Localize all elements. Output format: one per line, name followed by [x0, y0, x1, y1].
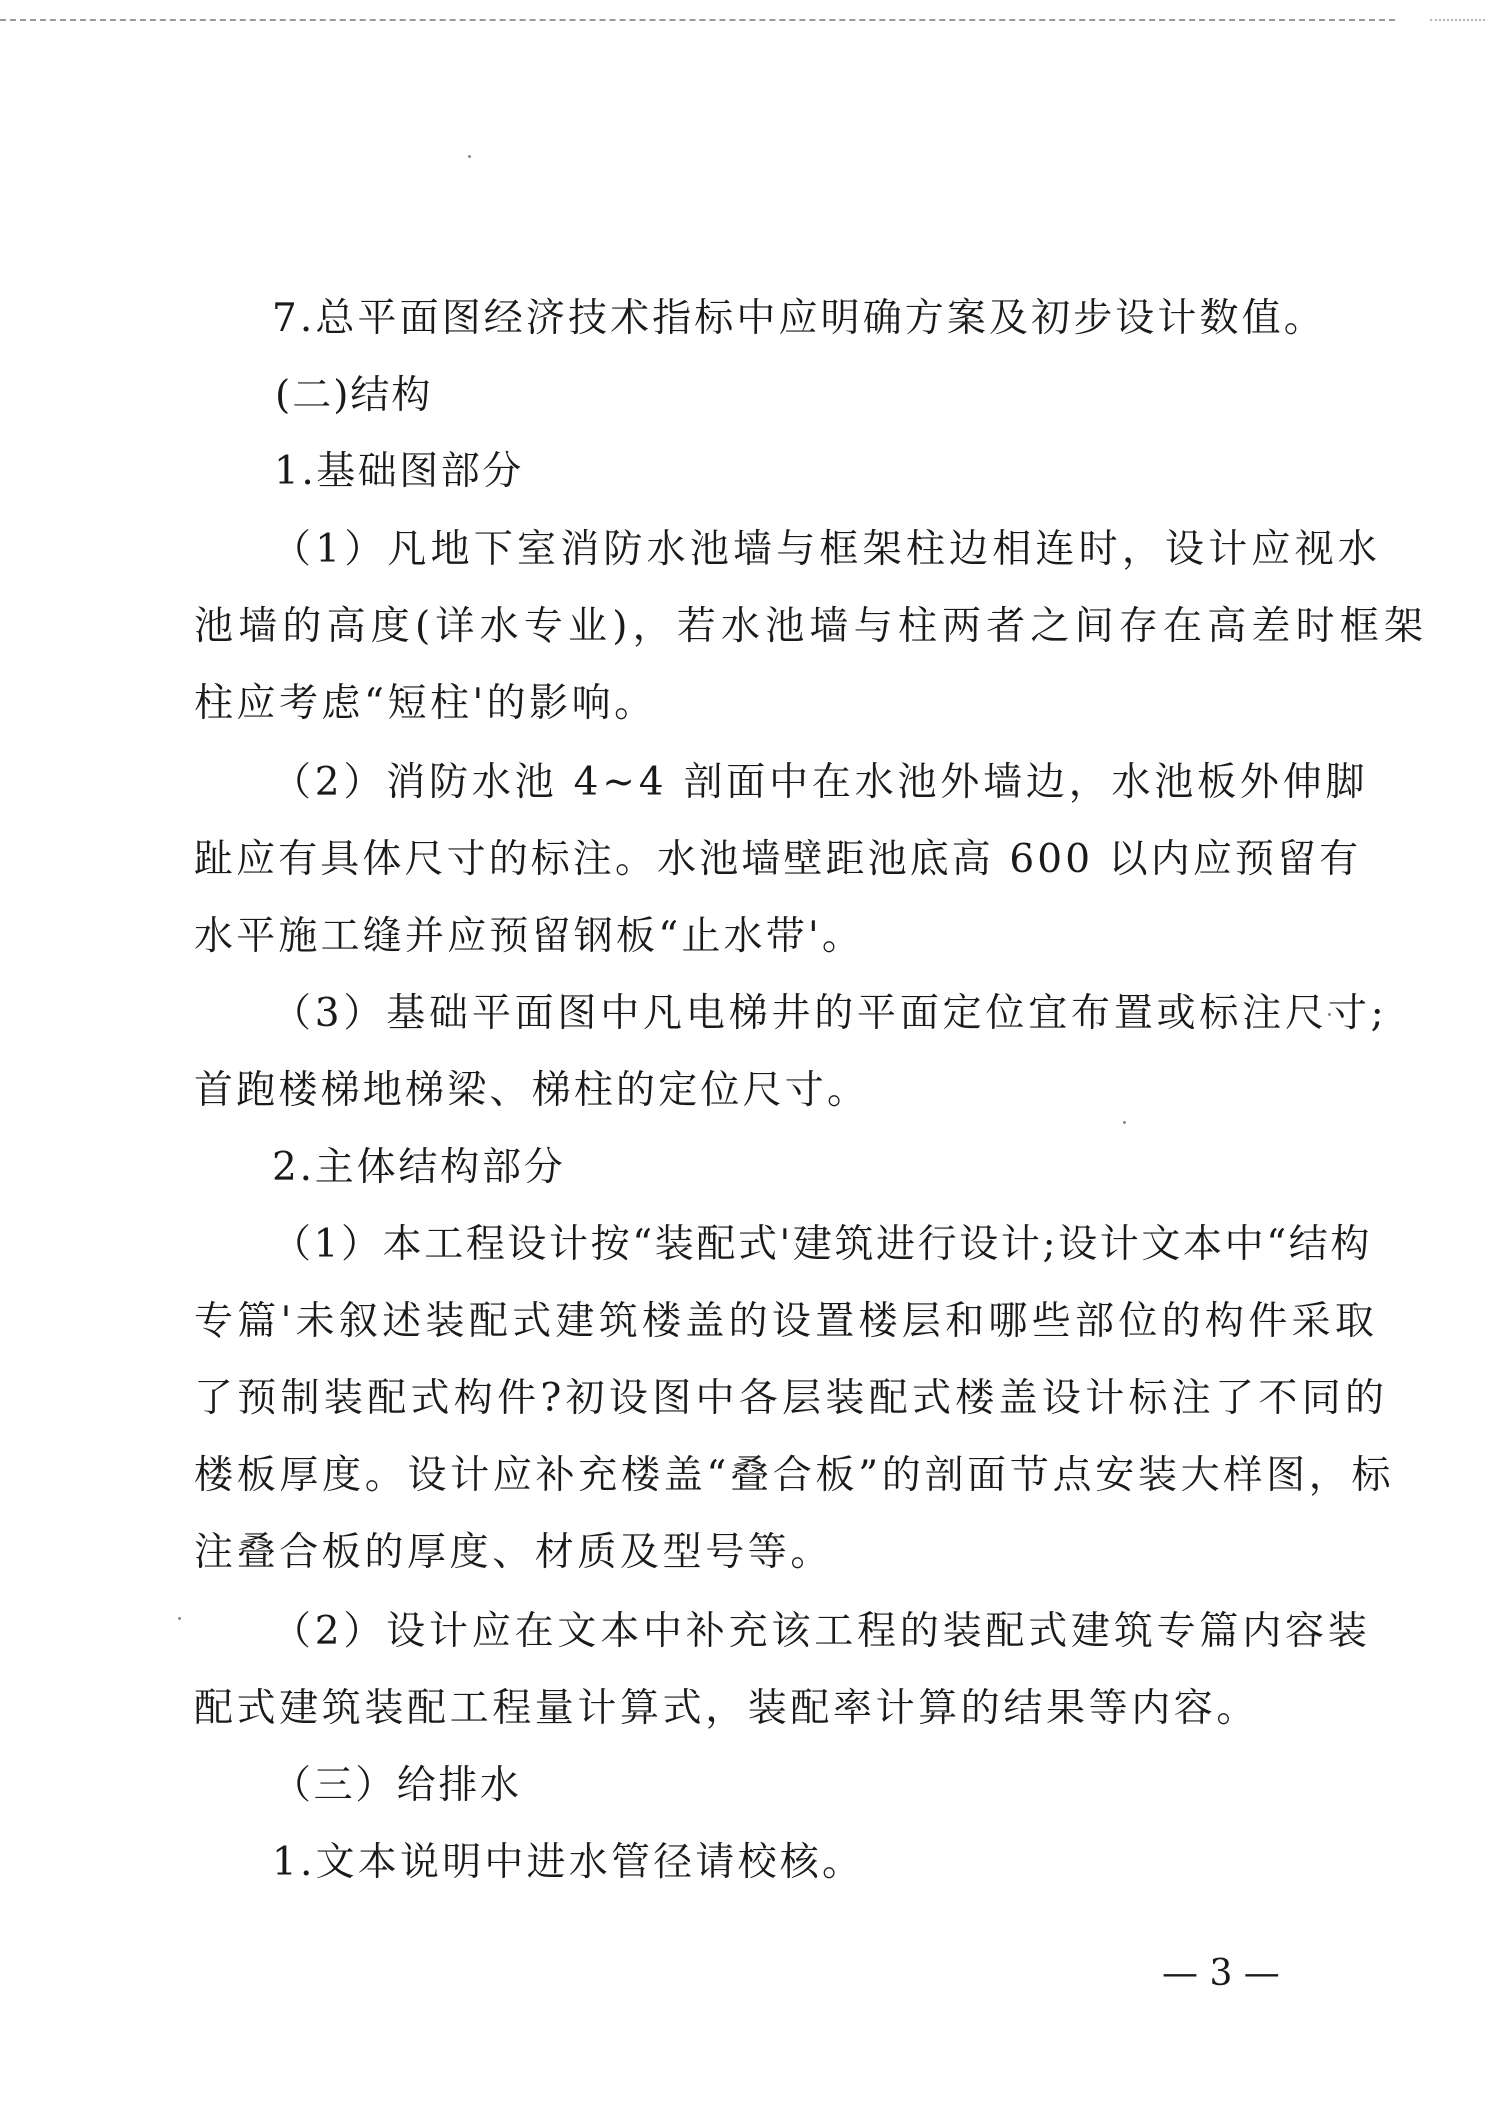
subsection-heading-main-structure: 2.主体结构部分: [272, 1145, 566, 1190]
paragraph-line: 专篇'未叙述装配式建筑楼盖的设置楼层和哪些部位的构件采取: [194, 1299, 1379, 1344]
paragraph-line: 注叠合板的厚度、材质及型号等。: [194, 1530, 834, 1575]
scan-speck: [1123, 1121, 1126, 1124]
paragraph-line: （2）消防水池 4~4 剖面中在水池外墙边，水池板外伸脚: [272, 760, 1369, 805]
paragraph-line: 首跑楼梯地梯梁、梯柱的定位尺寸。: [194, 1068, 870, 1113]
section-heading-water-supply: （三）给排水: [272, 1763, 522, 1808]
text-line-item-7: 7.总平面图经济技术指标中应明确方案及初步设计数值。: [272, 296, 1326, 341]
paragraph-line: 了预制装配式构件?初设图中各层装配式楼盖设计标注了不同的: [194, 1376, 1389, 1421]
page-number: — 3 —: [1162, 1953, 1280, 1994]
scan-top-rule: [0, 19, 1395, 21]
section-heading-structure: (二)结构: [275, 373, 433, 418]
subsection-heading-foundation: 1.基础图部分: [274, 449, 524, 494]
paragraph-line: （3）基础平面图中凡电梯井的平面定位宜布置或标注尺寸;: [272, 991, 1388, 1036]
scan-top-rule-right: [1430, 19, 1485, 21]
paragraph-line: 水平施工缝并应预留钢板“止水带'。: [194, 914, 865, 959]
paragraph-line: 楼板厚度。设计应补充楼盖“叠合板”的剖面节点安装大样图，标: [194, 1453, 1395, 1498]
paragraph-line: 配式建筑装配工程量计算式，装配率计算的结果等内容。: [194, 1686, 1260, 1731]
paragraph-line: 1.文本说明中进水管径请校核。: [272, 1840, 865, 1885]
scan-speck: [468, 155, 471, 158]
paragraph-line: （1）本工程设计按“装配式'建筑进行设计;设计文本中“结构: [272, 1222, 1372, 1267]
paragraph-line: 趾应有具体尺寸的标注。水池墙壁距池底高 600 以内应预留有: [194, 837, 1362, 882]
scan-speck: [178, 1617, 181, 1620]
paragraph-line: （2）设计应在文本中补充该工程的装配式建筑专篇内容装: [272, 1609, 1371, 1654]
paragraph-line: （1）凡地下室消防水池墙与框架柱边相连时，设计应视水: [272, 527, 1382, 572]
paragraph-line: 池墙的高度(详水专业)，若水池墙与柱两者之间存在高差时框架: [194, 604, 1429, 649]
paragraph-line: 柱应考虑“短柱'的影响。: [194, 681, 657, 726]
